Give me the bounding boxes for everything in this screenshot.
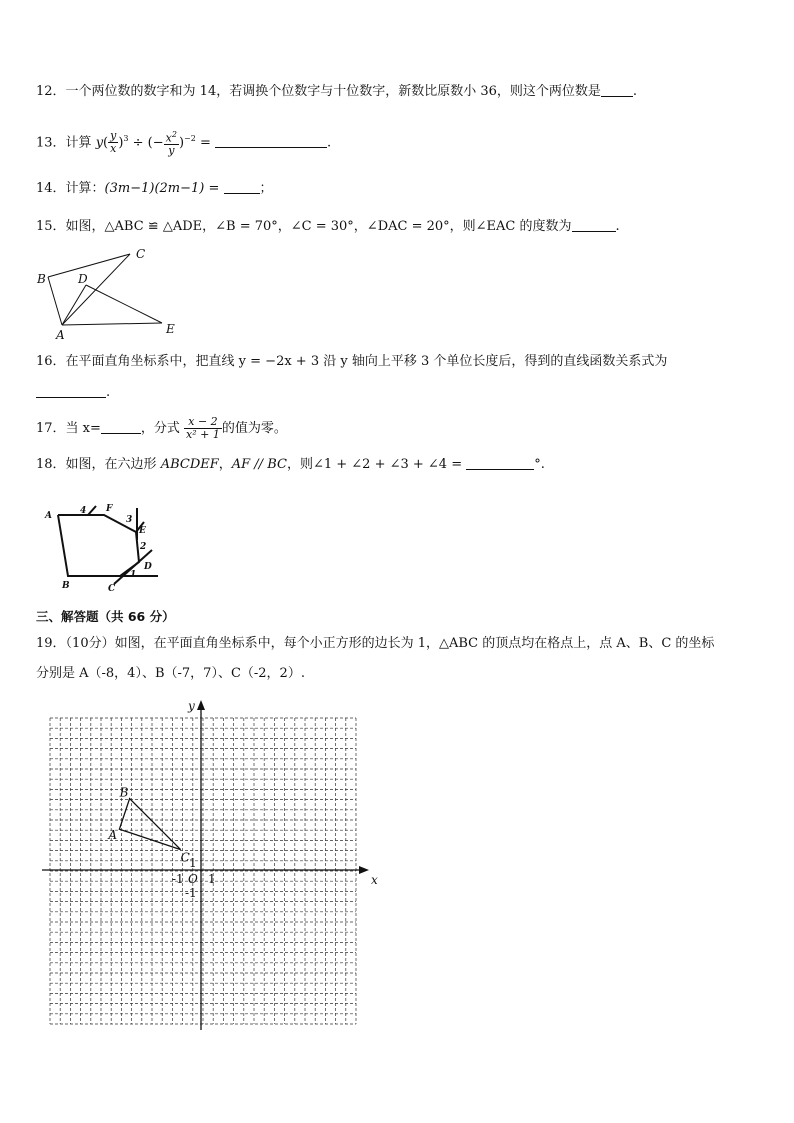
q17-mid: ，分式 [140, 421, 185, 436]
q14-answer-blank[interactable] [224, 180, 260, 194]
fig18-label-B: B [62, 581, 70, 591]
section-3-heading: 三、解答题（共 66 分） [36, 609, 175, 624]
q14-label: 14．计算： [36, 181, 105, 196]
q17-label: 17．当 x= [36, 421, 101, 436]
fig18-label-D: D [144, 562, 152, 572]
fig15-label-A: A [56, 328, 65, 342]
q18-mid: ，则∠1 + ∠2 + ∠3 + ∠4 = [286, 457, 467, 472]
q13-frac2: $\frac{x^2}{y}$ [165, 129, 177, 158]
question-19-line2: 分别是 A（-8，4）、B（-7，7）、C（-2，2）. [36, 666, 305, 681]
q12-answer-blank[interactable] [601, 83, 633, 97]
q17-answer-blank[interactable] [101, 420, 141, 434]
question-16 [36, 353, 667, 371]
fig15-label-B: B [37, 272, 46, 286]
q18-post: °. [534, 457, 545, 472]
q13-div: ÷ (− [128, 135, 164, 151]
q12-period: . [632, 84, 638, 99]
q15-period: . [615, 219, 620, 234]
q18-answer-blank[interactable] [466, 456, 534, 470]
fig18-label-A: A [45, 511, 52, 521]
origin-label: O [188, 872, 198, 886]
q17-fraction: $\frac{x - 2}{\text{x² + 1}}$ [186, 415, 220, 441]
q13-frac1: $\frac{y}{x}$ [110, 129, 117, 156]
fig18-label-F: F [106, 504, 113, 514]
q14-semicolon: ； [259, 181, 273, 196]
fig15-label-C: C [136, 247, 146, 261]
x-axis-arrow [359, 866, 369, 874]
fig18-angle-3: 3 [126, 515, 133, 525]
tick-label-x-1: 1 [208, 872, 216, 886]
fig18-label-C: C [108, 584, 116, 594]
question-17 [36, 414, 287, 444]
y-axis-arrow [197, 700, 205, 710]
q14-expr: (3m−1)(2m−1) = [104, 181, 224, 196]
figure-18 [40, 500, 170, 600]
point-label-B: B [119, 785, 129, 800]
q13-exp3: 3 [123, 134, 129, 143]
q17-post: 的值为零。 [221, 421, 287, 436]
q13-label: 13．计算 [36, 135, 96, 151]
q16-answer-blank[interactable] [36, 384, 106, 398]
tick-label-y-neg1: -1 [185, 886, 197, 900]
y-axis-label: y [188, 699, 195, 713]
tick-label-y-1: 1 [189, 856, 197, 870]
question-15 [36, 218, 620, 236]
point-label-C: C [180, 850, 190, 865]
question-13: 13．计算 y( $\frac{y}{x}$ )$^3$ ÷ (− $\frac{x^2}{y}$ )$^{-2}$ = . [36, 129, 332, 158]
point-label-A: A [108, 828, 118, 843]
q15-text: 15．如图，△ABC ≌ △ADE，∠B = 70°，∠C = 30°，∠DAC = 20°，则∠EAC 的度数为 [36, 219, 572, 234]
q15-answer-blank[interactable] [572, 218, 616, 232]
question-12 [36, 83, 637, 101]
q13-y: y [95, 135, 104, 151]
q13-answer-blank[interactable] [215, 134, 327, 148]
question-16-cont [36, 384, 110, 402]
fig18-label-E: E [139, 526, 146, 536]
fig18-angle-2: 2 [140, 542, 147, 552]
fig18-angle-1: 1 [130, 570, 137, 580]
q16-period: . [106, 385, 111, 400]
question-19-line1: 19．（10分）如图，在平面直角坐标系中，每个小正方形的边长为 1，△ABC 的顶点均在格点上，点 A、B、C 的坐标 [36, 636, 715, 651]
q12-text: 12．一个两位数的数字和为 14，若调换个位数字与十位数字，新数比原数小 36，则这个两位数是 [36, 84, 601, 99]
tick-label-x-neg1: -1 [172, 872, 184, 886]
fig15-label-D: D [78, 272, 88, 286]
triangle-abc [119, 799, 180, 850]
q18-hexagon-name: ABCDEF [160, 457, 219, 472]
q18-label: 18．如图，在六边形 [36, 457, 161, 472]
q13-eq: = [195, 135, 215, 151]
q13-period: . [327, 135, 332, 151]
fig15-label-E: E [166, 322, 175, 336]
q18-sep: ， [218, 457, 232, 472]
fig18-angle-4: 4 [80, 506, 87, 516]
q16-text: 16．在平面直角坐标系中，把直线 y = −2x + 3 沿 y 轴向上平移 3 个单位长度后，得到的直线函数关系式为 [36, 354, 668, 369]
question-18 [36, 456, 545, 474]
q18-condition: AF // BC [231, 457, 287, 472]
x-axis-label: x [371, 873, 378, 887]
figure-15 [34, 245, 184, 345]
coordinate-grid [36, 695, 376, 1035]
q13-exp-neg2: −2 [184, 134, 196, 143]
question-14 [36, 180, 273, 198]
